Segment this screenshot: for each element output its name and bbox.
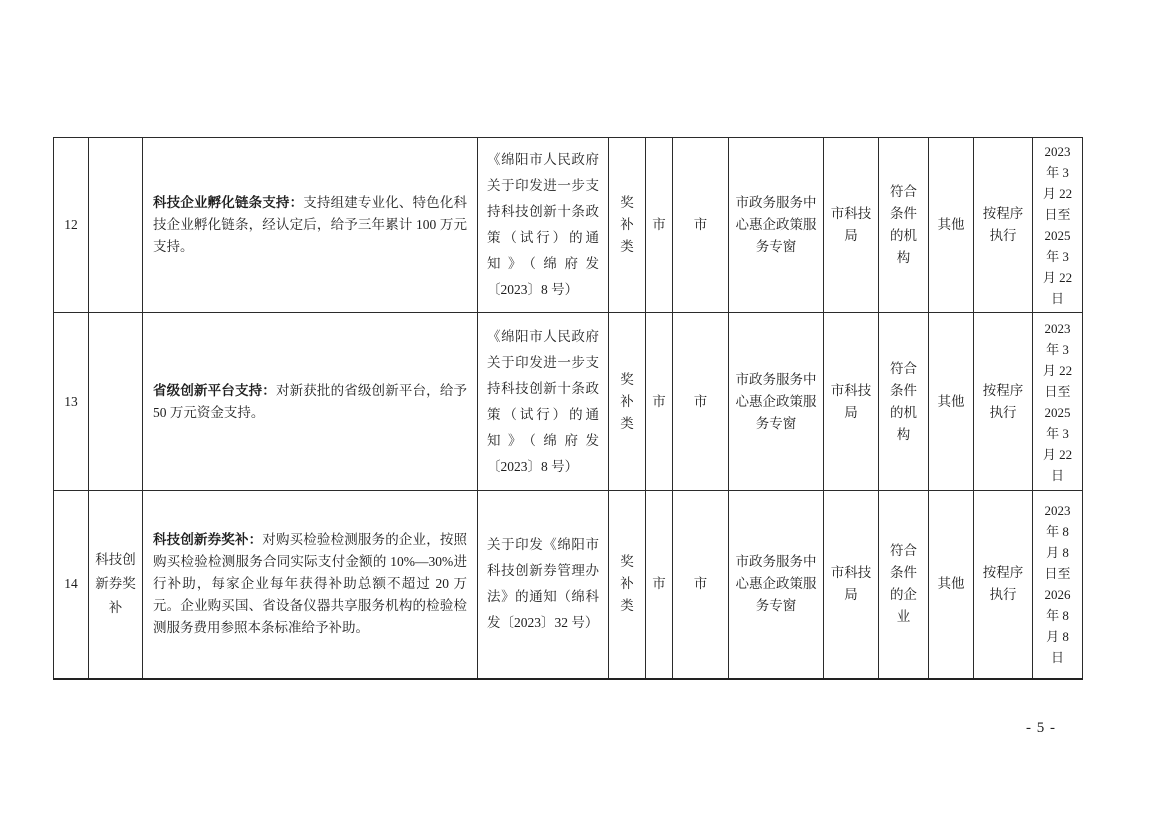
- row-number: 12: [54, 138, 89, 313]
- service-window: 市政务服务中心惠企政策服务专窗: [729, 491, 824, 679]
- row-number: 14: [54, 491, 89, 679]
- page-number: - 5 -: [1026, 720, 1056, 736]
- responsible-department: 市科技局: [824, 491, 879, 679]
- policy-table: [53, 137, 1083, 680]
- category-cell: [89, 138, 143, 313]
- row-number: 13: [54, 313, 89, 491]
- service-window: 市政务服务中心惠企政策服务专窗: [729, 313, 824, 491]
- support-type: 奖补类: [609, 491, 646, 679]
- policy-detail: 对新获批的省级创新平台，给予 50 万元资金支持。: [153, 382, 468, 420]
- service-window: 市政务服务中心惠企政策服务专窗: [729, 138, 824, 313]
- eligible-target: 符合条件的企业: [879, 491, 929, 679]
- eligible-target: 符合条件的机构: [879, 313, 929, 491]
- policy-level: 市: [646, 313, 673, 491]
- policy-detail: 对购买检验检测服务的企业，按照购买检验检测服务合同实际支付金额的 10%—30%进行补助，每家企业每年获得补助总额不超过 20 万元。企业购买国、省设备仪器共享服务机构的检验检测服务费用参照本条标准给予补助。: [153, 532, 468, 636]
- policy-basis-document: 关于印发《绵阳市科技创新券管理办法》的通知（绵科发〔2023〕32 号）: [478, 491, 609, 679]
- other-label: 其他: [929, 491, 974, 679]
- implement-level: 市: [673, 138, 729, 313]
- table-row-14: [54, 491, 1083, 679]
- policy-basis-document: 《绵阳市人民政府关于印发进一步支持科技创新十条政策（试行）的通知》（绵府发〔2023〕8 号）: [478, 138, 609, 313]
- procedure-label: 按程序执行: [974, 313, 1033, 491]
- policy-description: [143, 138, 478, 313]
- support-type: 奖补类: [609, 313, 646, 491]
- validity-period: 2023 年 8 月 8 日至 2026 年 8 月 8 日: [1033, 491, 1083, 679]
- implement-level: 市: [673, 313, 729, 491]
- validity-period: 2023 年 3 月 22 日至 2025 年 3 月 22 日: [1033, 313, 1083, 491]
- category-cell: 科技创新券奖补: [89, 491, 143, 679]
- table-row-12: [54, 138, 1083, 313]
- policy-basis-document: 《绵阳市人民政府关于印发进一步支持科技创新十条政策（试行）的通知》（绵府发〔2023〕8 号）: [478, 313, 609, 491]
- policy-description: [143, 491, 478, 679]
- table-row-13: [54, 313, 1083, 491]
- implement-level: 市: [673, 491, 729, 679]
- category-cell: [89, 313, 143, 491]
- procedure-label: 按程序执行: [974, 138, 1033, 313]
- procedure-label: 按程序执行: [974, 491, 1033, 679]
- policy-title: 科技创新券奖补：: [153, 532, 263, 548]
- other-label: 其他: [929, 138, 974, 313]
- other-label: 其他: [929, 313, 974, 491]
- policy-title: 科技企业孵化链条支持：: [153, 195, 304, 210]
- policy-title: 省级创新平台支持：: [153, 382, 276, 398]
- policy-level: 市: [646, 491, 673, 679]
- policy-level: 市: [646, 138, 673, 313]
- responsible-department: 市科技局: [824, 313, 879, 491]
- validity-period: 2023 年 3 月 22 日至 2025 年 3 月 22 日: [1033, 138, 1083, 313]
- policy-detail: 支持组建专业化、特色化科技企业孵化链条，经认定后，给予三年累计 100 万元支持。: [153, 195, 467, 254]
- support-type: 奖补类: [609, 138, 646, 313]
- eligible-target: 符合条件的机构: [879, 138, 929, 313]
- responsible-department: 市科技局: [824, 138, 879, 313]
- policy-description: [143, 313, 478, 491]
